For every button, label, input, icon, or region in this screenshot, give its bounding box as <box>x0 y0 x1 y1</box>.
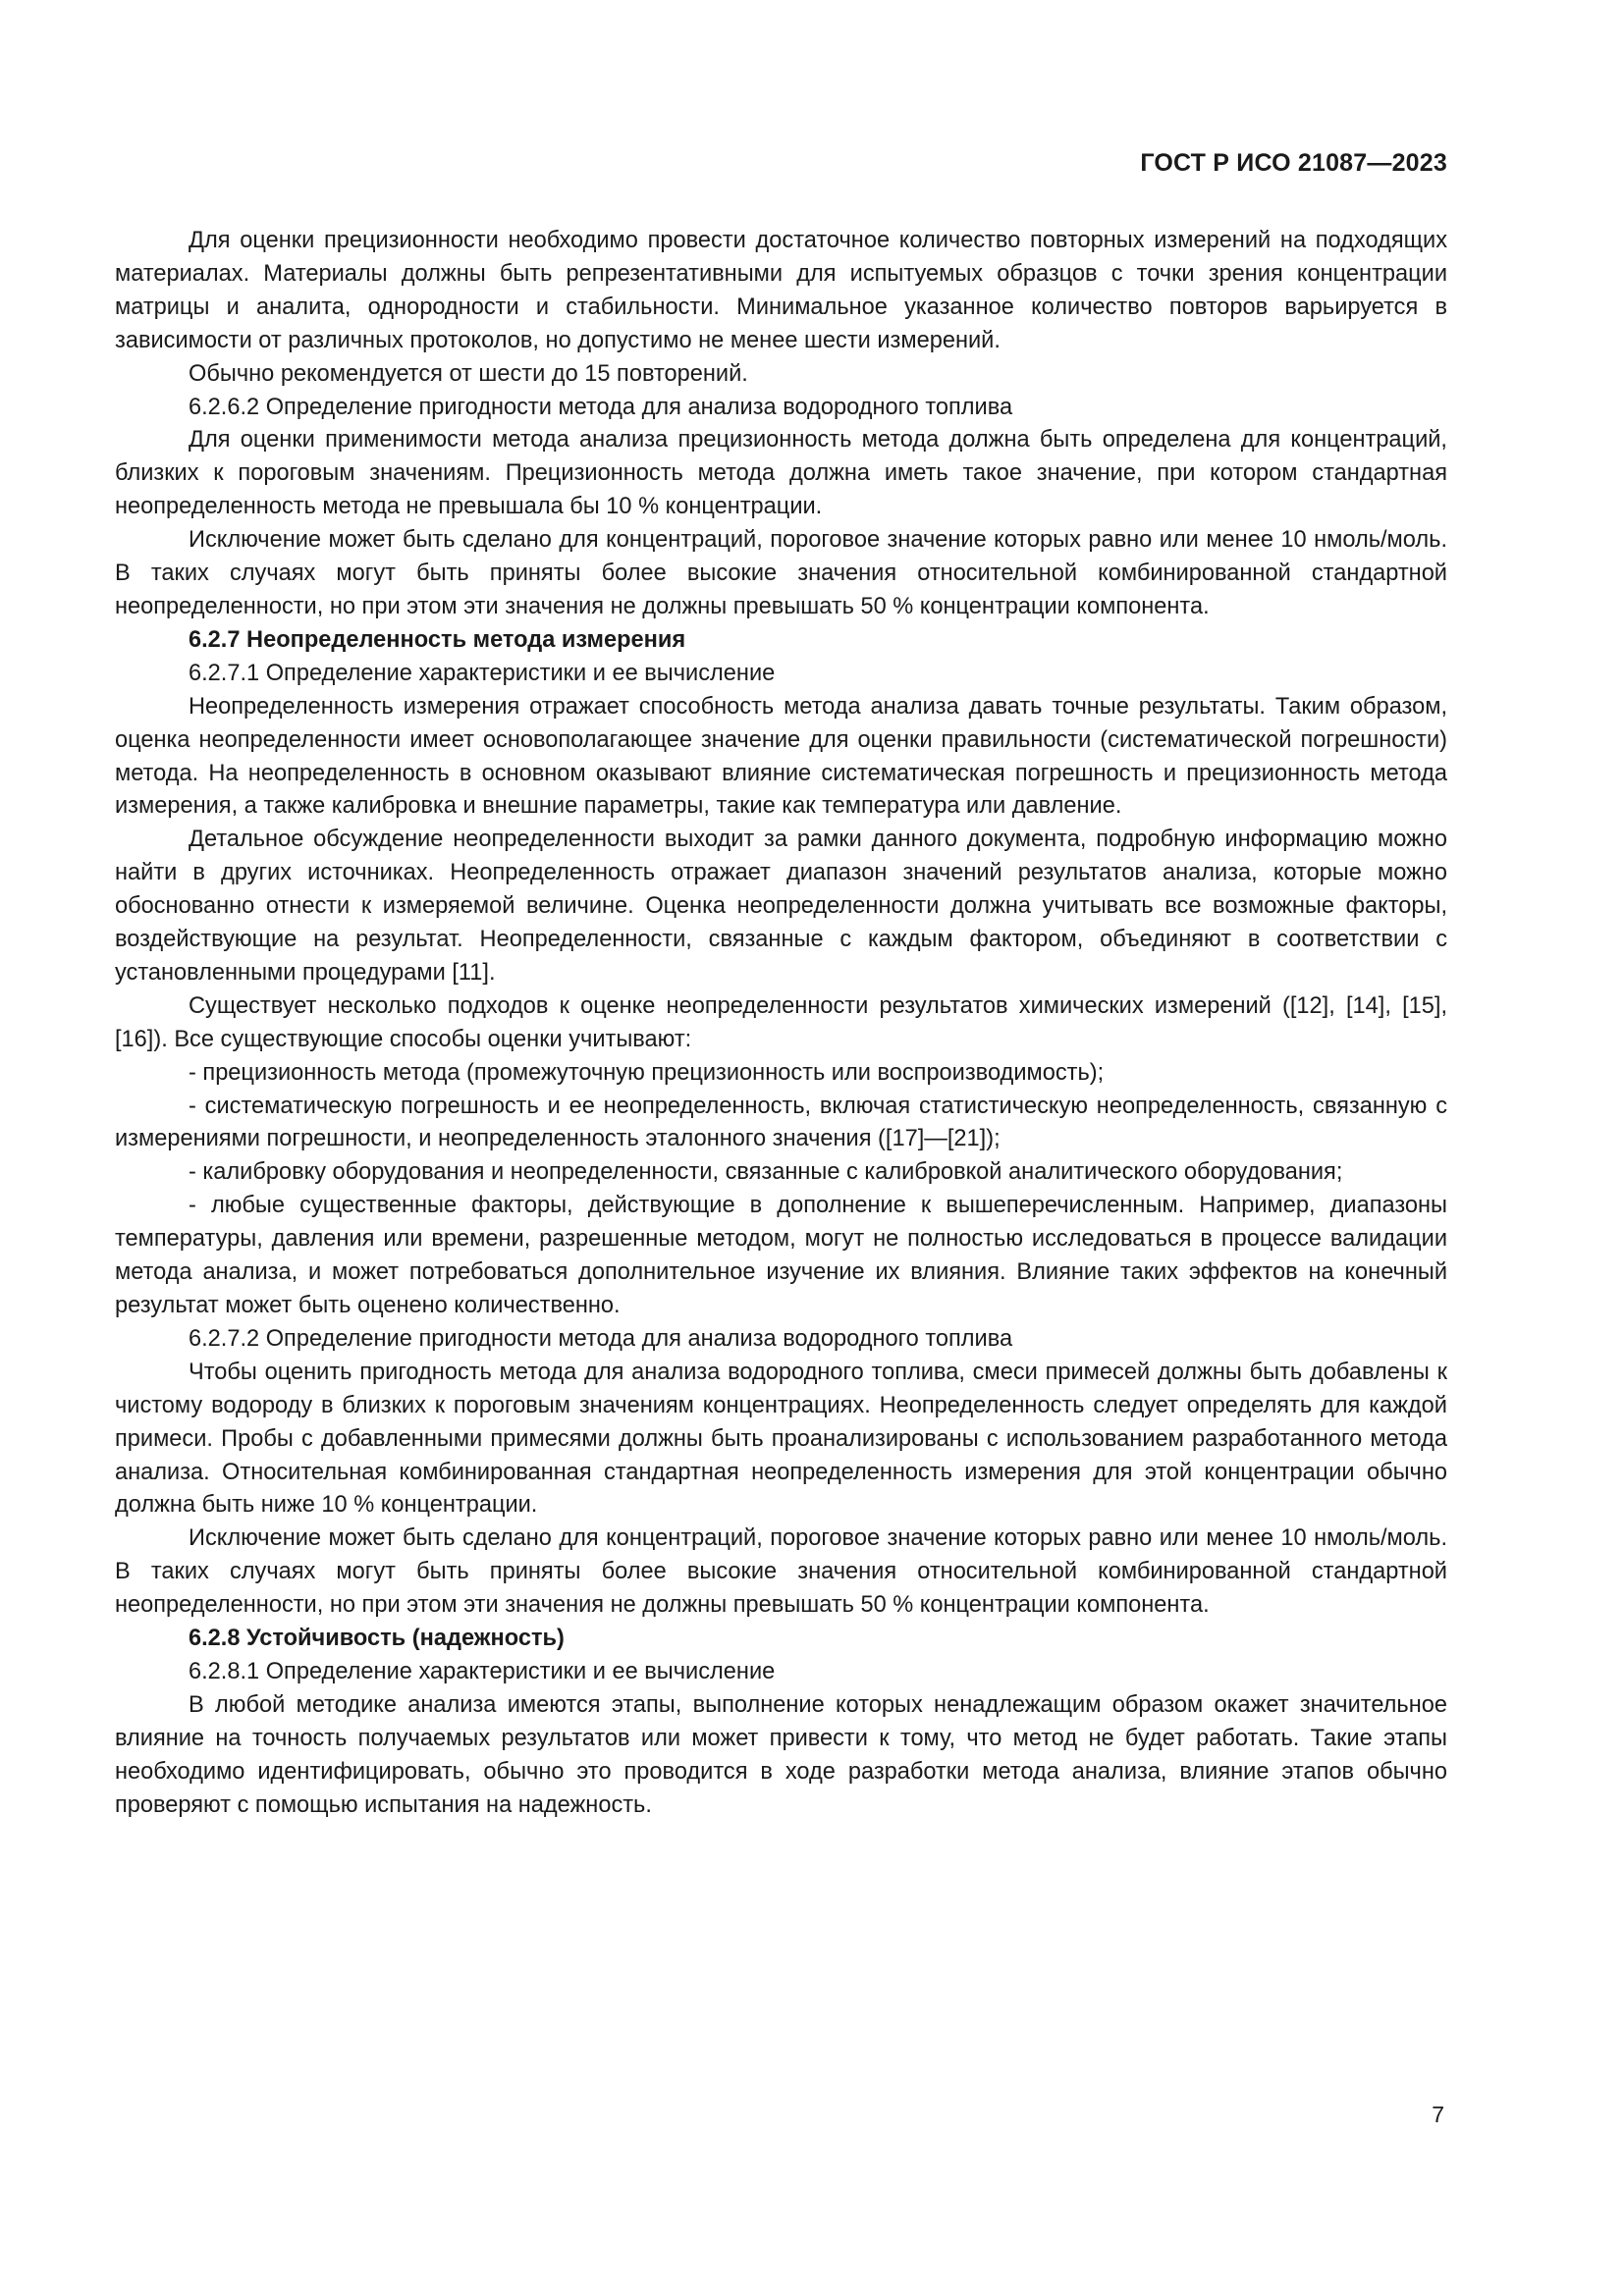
paragraph-uncertainty-approaches: Существует несколько подходов к оценке неопределенности результатов химических измерений ([12], [14], [15], [16]). Все существующие способы оценки учитывают: <box>115 992 1447 1052</box>
paragraph-uncertainty-discussion: Детальное обсуждение неопределенности выходит за рамки данного документа, подробную информацию можно найти в других источниках. Неопределенность отражает диапазон значений результатов анализа, которые можно обоснованно отнести к измеряемой величине. Оценка неопределенности должна учитывать все возможные факторы, воздействующие на результат. Неопределенности, связанные с каждым фактором, объединяют в соответствии с установленными процедурами [11]. <box>115 827 1447 986</box>
section-heading-6-2-8: 6.2.8 Устойчивость (надежность) <box>189 1626 565 1652</box>
list-item-precision: - прецизионность метода (промежуточную прецизионность или воспроизводимость); <box>189 1059 1105 1086</box>
paragraph-exception-2: Исключение может быть сделано для концентраций, пороговое значение которых равно или менее 10 нмоль/моль. В таких случаях могут быть приняты более высокие значения относительной комбинированной стандартной неопределенности, но при этом эти значения не должны превышать 50 % концентрации компонента. <box>115 1525 1447 1619</box>
section-heading-6-2-7: 6.2.7 Неопределенность метода измерения <box>189 626 686 653</box>
subclause-6-2-6-2: 6.2.6.2 Определение пригодности метода для анализа водородного топлива <box>189 394 1013 420</box>
list-item-systematic-error: - систематическую погрешность и ее неопределенность, включая статистическую неопределенность, связанную с измерениями погрешности, и неопределенность эталонного значения ([17]—[21]); <box>115 1093 1447 1152</box>
subclause-6-2-8-1: 6.2.8.1 Определение характеристики и ее вычисление <box>189 1658 776 1684</box>
subclause-6-2-7-1: 6.2.7.1 Определение характеристики и ее вычисление <box>189 660 776 686</box>
subclause-6-2-7-2: 6.2.7.2 Определение пригодности метода для анализа водородного топлива <box>189 1325 1013 1352</box>
standard-designation: ГОСТ Р ИСО 21087—2023 <box>1140 149 1447 177</box>
page-number: 7 <box>1432 2102 1444 2127</box>
paragraph-uncertainty-definition: Неопределенность измерения отражает способность метода анализа давать точные результаты. Таким образом, оценка неопределенности имеет основополагающее значение для оценки правильности (систематической погрешности) метода. На неопределенность в основном оказывают влияние систематическая погрешность и прецизионность метода измерения, а также калибровка и внешние параметры, такие как температура или давление. <box>115 693 1447 820</box>
paragraph-precision-applicability: Для оценки применимости метода анализа прецизионность метода должна быть определена для концентраций, близких к пороговым значениям. Прецизионность метода должна иметь такое значение, при котором стандартная неопределенность метода не превышала бы 10 % концентрации. <box>115 427 1447 520</box>
paragraph-suitability-hydrogen: Чтобы оценить пригодность метода для анализа водородного топлива, смеси примесей должны быть добавлены к чистому водороду в близких к пороговым значениям концентрациях. Неопределенность следует определять для каждой примеси. Пробы с добавленными примесями должны быть проанализированы с использованием разработанного метода анализа. Относительная комбинированная стандартная неопределенность измерения для этой концентрации обычно должна быть ниже 10 % концентрации. <box>115 1359 1447 1519</box>
paragraph-exception-1: Исключение может быть сделано для концентраций, пороговое значение которых равно или менее 10 нмоль/моль. В таких случаях могут быть приняты более высокие значения относительной комбинированной стандартной неопределенности, но при этом эти значения не должны превышать 50 % концентрации компонента. <box>115 527 1447 619</box>
paragraph-robustness: В любой методике анализа имеются этапы, выполнение которых ненадлежащим образом окажет значительное влияние на точность получаемых результатов или может привести к тому, что метод не будет работать. Такие этапы необходимо идентифицировать, обычно это проводится в ходе разработки метода анализа, влияние этапов обычно проверяют с помощью испытания на надежность. <box>115 1691 1447 1818</box>
list-item-other-factors: - любые существенные факторы, действующие в дополнение к вышеперечисленным. Например, диапазоны температуры, давления или времени, разрешенные методом, могут не полностью исследоваться в процессе валидации метода анализа, и может потребоваться дополнительное изучение их влияния. Влияние таких эффектов на конечный результат может быть оценено количественно. <box>115 1193 1447 1318</box>
list-item-calibration: - калибровку оборудования и неопределенности, связанные с калибровкой аналитического оборудования; <box>189 1159 1343 1186</box>
document-body <box>115 225 1447 1823</box>
paragraph-precision-intro: Для оценки прецизионности необходимо провести достаточное количество повторных измерений на подходящих материалах. Материалы должны быть репрезентативными для испытуемых образцов с точки зрения концентрации матрицы и аналита, однородности и стабильности. Минимальное указанное количество повторов варьируется в зависимости от различных протоколов, но допустимо не менее шести измерений. <box>115 228 1447 353</box>
paragraph-repetitions: Обычно рекомендуется от шести до 15 повторений. <box>189 360 748 387</box>
